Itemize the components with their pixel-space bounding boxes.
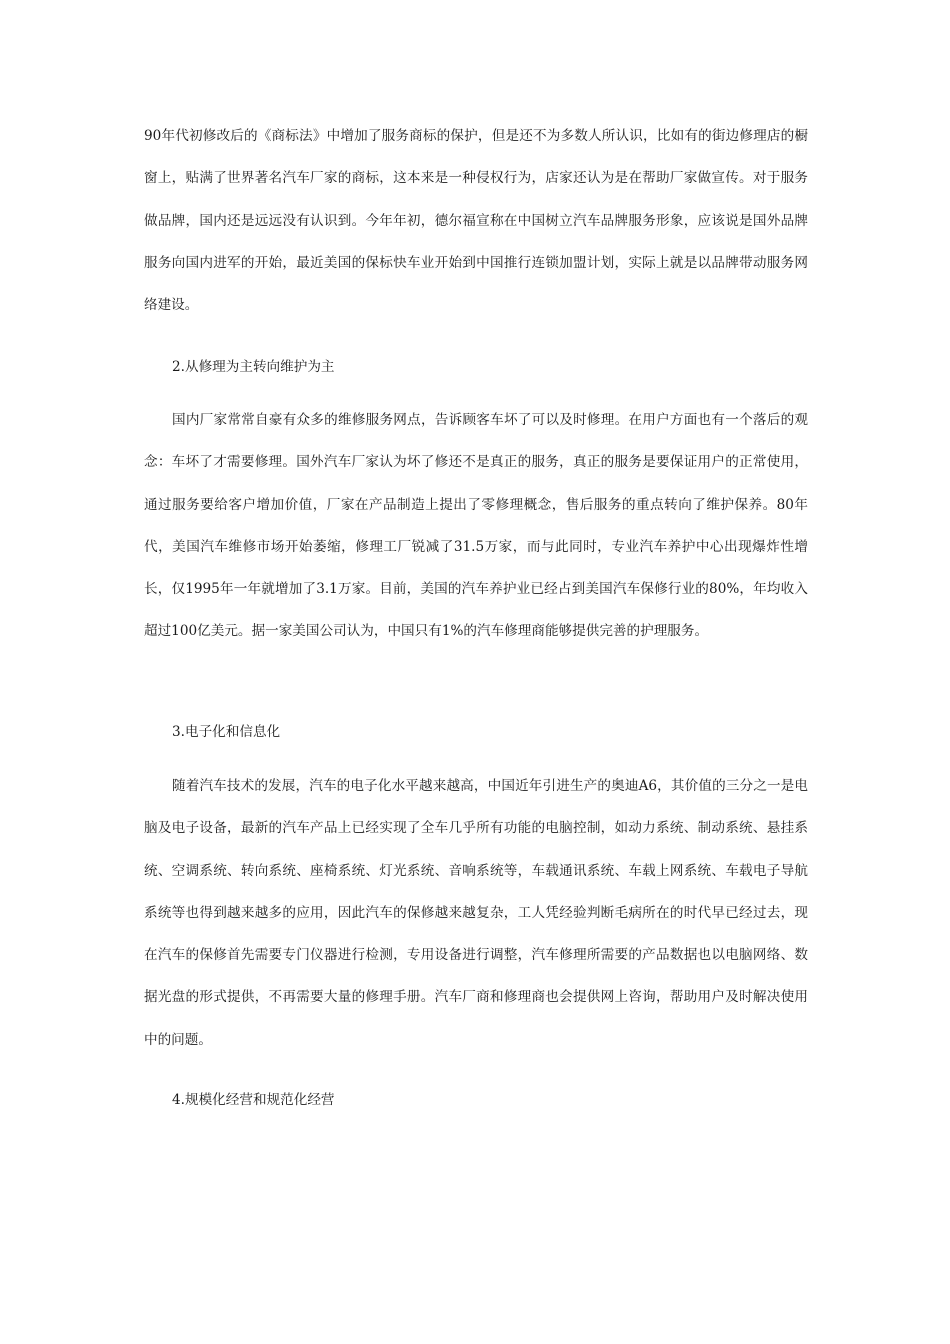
paragraph-brand-service: 90年代初修改后的《商标法》中增加了服务商标的保护，但是还不为多数人所认识，比如有的街边修理店的橱窗上，贴满了世界著名汽车厂家的商标，这本来是一种侵权行为，店家还认为是在帮助厂家做宣传。对于服务做品牌，国内还是远远没有认识到。今年年初，德尔福宣称在中国树立汽车品牌服务形象，应该说是国外品牌服务向国内进军的开始，最近美国的保标快车业开始到中国推行连锁加盟计划，实际上就是以品牌带动服务网络建设。 <box>144 128 808 314</box>
paragraph-maintenance: 国内厂家常常自豪有众多的维修服务网点，告诉顾客车坏了可以及时修理。在用户方面也有一个落后的观念：车坏了才需要修理。国外汽车厂家认为坏了修还不是真正的服务，真正的服务是要保证用户的正常使用，通过服务要给客户增加价值，厂家在产品制造上提出了零修理概念，售后服务的重点转向了维护保养。80年代，美国汽车维修市场开始萎缩，修理工厂锐减了31.5万家，而与此同时，专业汽车养护中心出现爆炸性增长，仅1995年一年就增加了3.1万家。目前，美国的汽车养护业已经占到美国汽车保修行业的80%，年均收入超过100亿美元。据一家美国公司认为，中国只有1%的汽车修理商能够提供完善的护理服务。 <box>144 412 808 640</box>
paragraph-electronics: 随着汽车技术的发展，汽车的电子化水平越来越高，中国近年引进生产的奥迪A6，其价值的三分之一是电脑及电子设备，最新的汽车产品上已经实现了全车几乎所有功能的电脑控制，如动力系统、制动系统、悬挂系统、空调系统、转向系统、座椅系统、灯光系统、音响系统等，车载通讯系统、车载上网系统、车载电子导航系统等也得到越来越多的应用，因此汽车的保修越来越复杂，工人凭经验判断毛病所在的时代早已经过去，现在汽车的保修首先需要专门仪器进行检测，专用设备进行调整，汽车修理所需要的产品数据也以电脑网络、数据光盘的形式提供，不再需要大量的修理手册。汽车厂商和修理商也会提供网上咨询，帮助用户及时解决使用中的问题。 <box>144 778 808 1048</box>
heading-maintenance: 2.从修理为主转向维护为主 <box>172 359 335 375</box>
heading-electronics: 3.电子化和信息化 <box>172 724 281 740</box>
heading-scale-operation: 4.规模化经营和规范化经营 <box>172 1092 335 1108</box>
